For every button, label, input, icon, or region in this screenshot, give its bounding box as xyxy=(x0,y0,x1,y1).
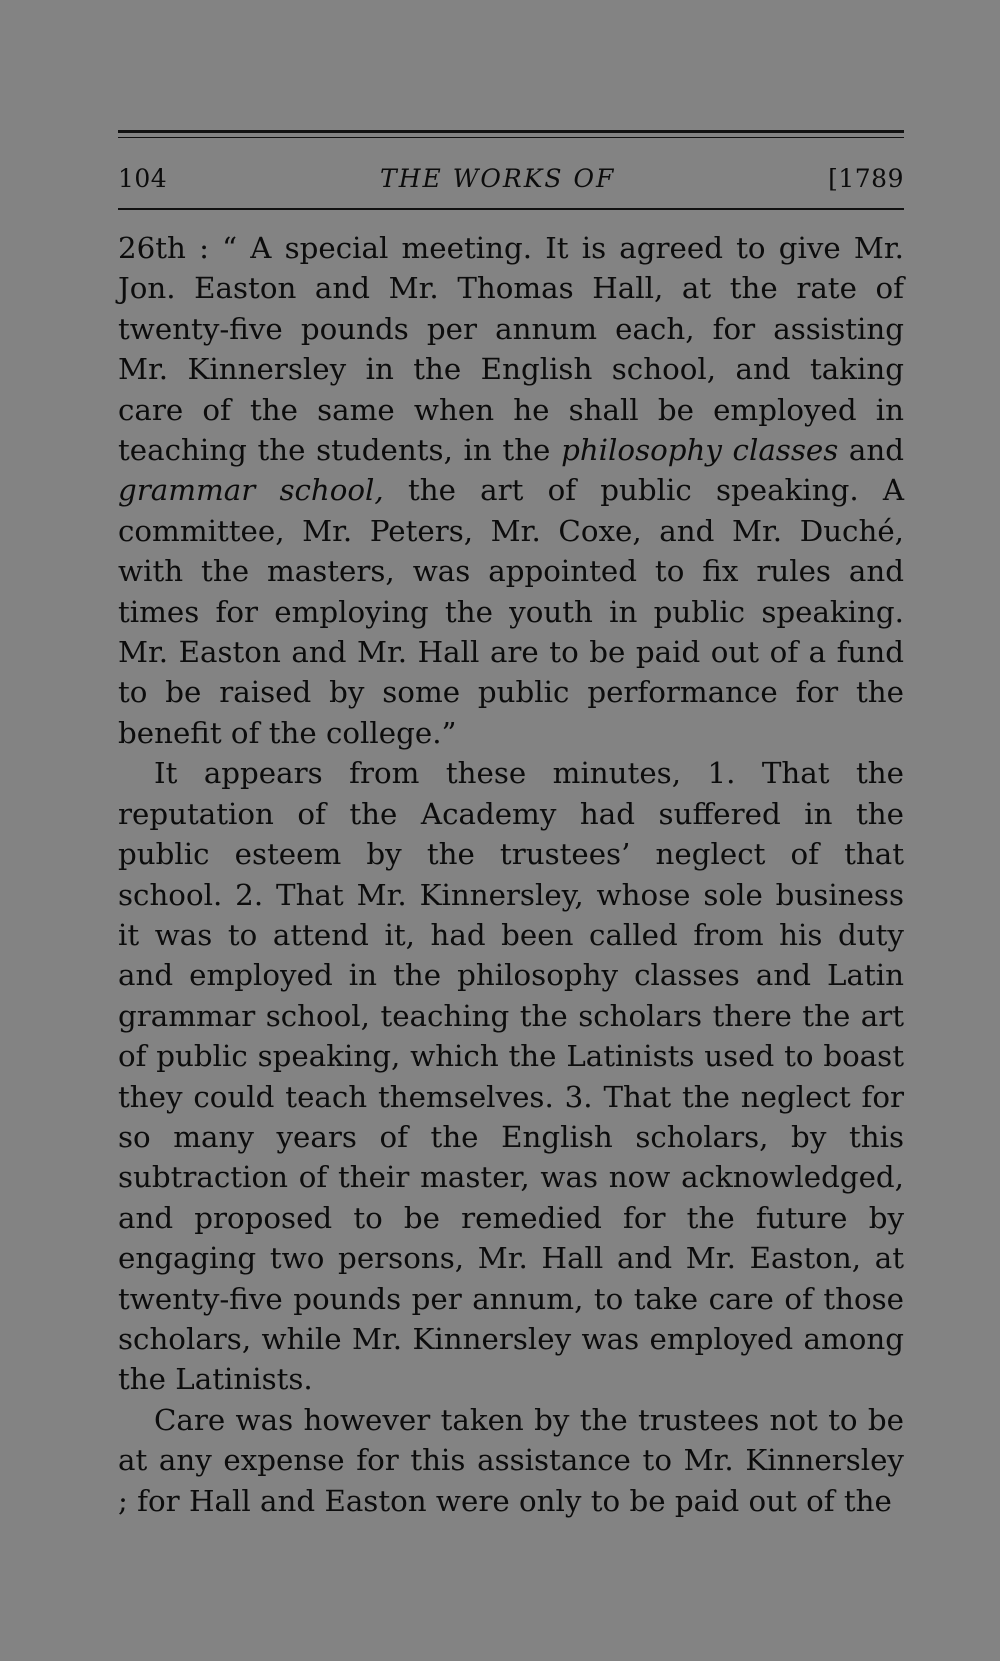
paragraph-1-italic-philosophy: philosophy classes xyxy=(561,433,839,468)
paragraph-1-part-5: the art of public speaking. A committee, Mr. Peters, Mr. Coxe, and Mr. Duché, with the masters, was appointed to fix rules and times for employing the youth in public speaking. Mr. Easton and Mr. Hall are to be paid out of a fund to be raised by some public performance for the benefit of the college.” xyxy=(118,473,904,750)
paragraph-3: Care was however taken by the trustees not to be at any expense for this assistance to Mr. Kinnersley ; for Hall and Easton were only to be paid out of the xyxy=(118,1402,904,1518)
running-title: THE WORKS OF xyxy=(380,164,616,193)
paragraph-1 xyxy=(118,228,904,753)
paragraph-2: It appears from these minutes, 1. That the reputation of the Academy had suffered in the public esteem by the trustees’ neglect of that school. 2. That Mr. Kinnersley, whose sole business it was to attend it, had been called from his duty and employed in the philosophy classes and Latin grammar school, teaching the scholars there the art of public speaking, which the Latinists used to boast they could teach themselves. 3. That the neglect for so many years of the English scholars, by this subtraction of their master, was now acknowledged, and proposed to be remedied for the future by engaging two persons, Mr. Hall and Mr. Easton, at twenty-five pounds per annum, to take care of those scholars, while Mr. Kinnersley was employed among the Latinists. xyxy=(118,756,904,1397)
running-head xyxy=(118,164,904,194)
header-rule xyxy=(118,208,904,210)
paragraph-1-part-3: and xyxy=(838,433,904,468)
paragraph-1-part-1: 26th : “ A special meeting. It is agreed to give Mr. Jon. Easton and Mr. Thomas Hall, at the rate of twenty-five pounds per annum each, for assisting Mr. Kinnersley in the English school, and taking care of the same when he shall be employed in teaching the students, in the xyxy=(118,231,904,468)
header-double-rule xyxy=(118,130,904,138)
paragraph-1-italic-grammar: grammar school, xyxy=(118,473,384,508)
body-text xyxy=(118,228,904,1521)
page-number: 104 xyxy=(118,164,168,193)
book-page xyxy=(118,130,904,1521)
year-marker: [1789 xyxy=(828,164,904,193)
